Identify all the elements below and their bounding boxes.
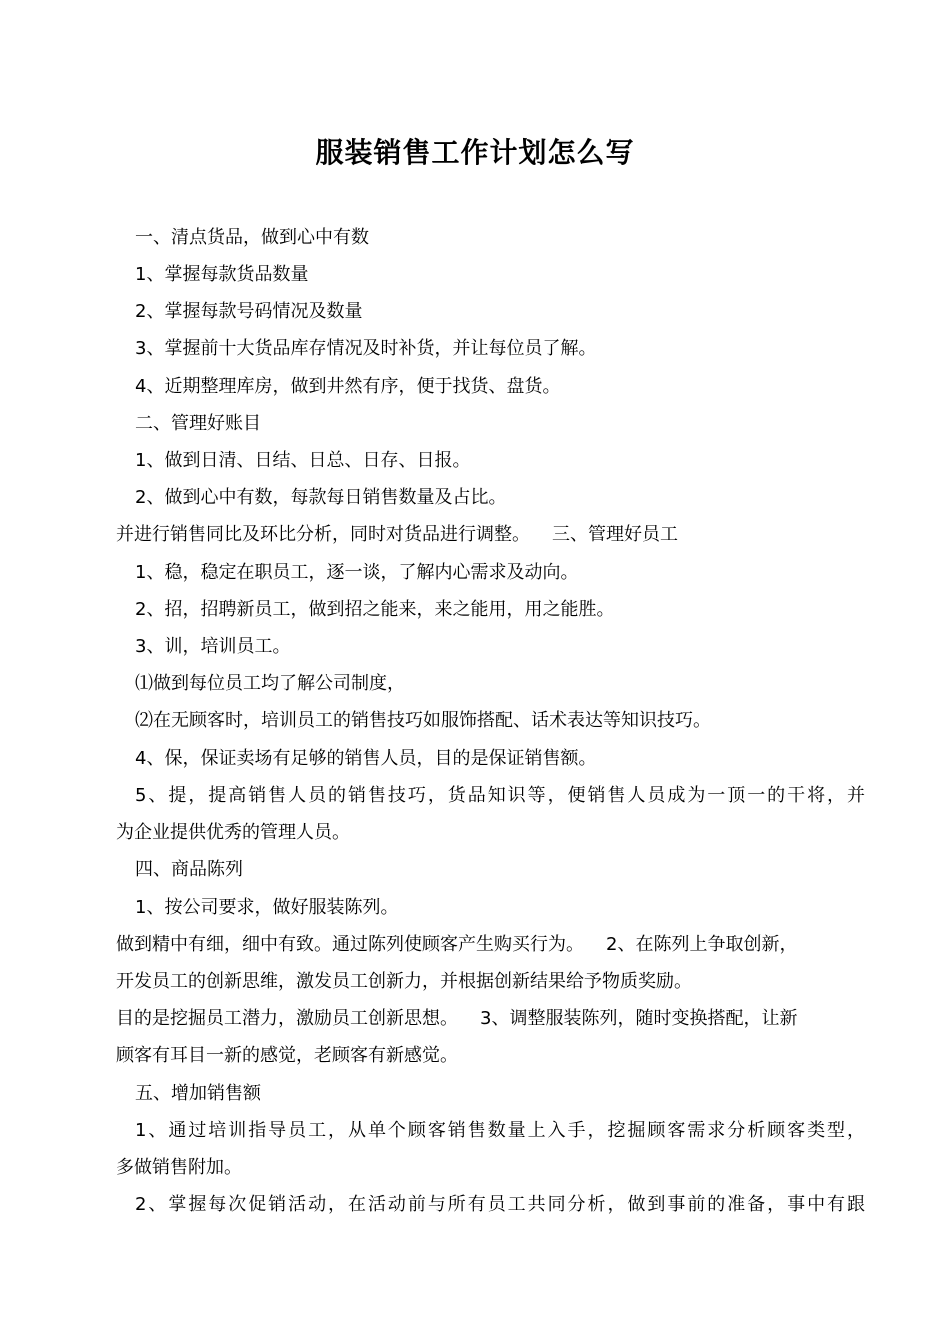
paragraph-line: ⑴做到每位员工均了解公司制度， bbox=[135, 673, 405, 694]
paragraph-line: 5、提，提高销售人员的销售技巧，货品知识等，便销售人员成为一顶一的干将，并 bbox=[135, 785, 865, 806]
paragraph-text: 做到精中有细，细中有致。通过陈列使顾客产生购买行为。 bbox=[116, 934, 584, 955]
paragraph-text: 并进行销售同比及环比分析，同时对货品进行调整。 bbox=[116, 524, 530, 545]
paragraph-line: 1、稳，稳定在职员工，逐一谈，了解内心需求及动向。 bbox=[135, 562, 579, 583]
paragraph-line: 3、训，培训员工。 bbox=[135, 636, 291, 657]
paragraph-text: 目的是挖掘员工潜力，激励员工创新思想。 bbox=[116, 1008, 458, 1029]
paragraph-line: ⑵在无顾客时，培训员工的销售技巧如服饰搭配、话术表达等知识技巧。 bbox=[135, 710, 711, 731]
section-heading-3: 三、管理好员工 bbox=[552, 524, 678, 545]
document-title: 服装销售工作计划怎么写 bbox=[315, 136, 635, 169]
paragraph-line bbox=[116, 1006, 846, 1032]
paragraph-line: 2、做到心中有数，每款每日销售数量及占比。 bbox=[135, 487, 507, 508]
paragraph-line: 1、掌握每款货品数量 bbox=[135, 264, 309, 285]
paragraph-line: 2、招，招聘新员工，做到招之能来，来之能用，用之能胜。 bbox=[135, 599, 615, 620]
paragraph-line: 2、掌握每款号码情况及数量 bbox=[135, 301, 363, 322]
section-heading-5: 五、增加销售额 bbox=[135, 1083, 261, 1104]
paragraph-line: 为企业提供优秀的管理人员。 bbox=[116, 822, 350, 843]
paragraph-line bbox=[116, 522, 846, 548]
paragraph-line bbox=[116, 932, 846, 958]
paragraph-line: 开发员工的创新思维，激发员工创新力，并根据创新结果给予物质奖励。 bbox=[116, 971, 692, 992]
paragraph-line: 3、掌握前十大货品库存情况及时补货，并让每位员了解。 bbox=[135, 338, 597, 359]
paragraph-text: 3、调整服装陈列，随时变换搭配，让新 bbox=[480, 1008, 798, 1029]
paragraph-line: 4、近期整理库房，做到井然有序，便于找货、盘货。 bbox=[135, 376, 561, 397]
paragraph-line: 1、做到日清、日结、日总、日存、日报。 bbox=[135, 450, 471, 471]
paragraph-line: 2、掌握每次促销活动，在活动前与所有员工共同分析，做到事前的准备，事中有跟 bbox=[135, 1194, 865, 1215]
section-heading-1: 一、清点货品，做到心中有数 bbox=[135, 227, 369, 248]
paragraph-line: 顾客有耳目一新的感觉，老顾客有新感觉。 bbox=[116, 1045, 458, 1066]
paragraph-line: 1、通过培训指导员工，从单个顾客销售数量上入手，挖掘顾客需求分析顾客类型， bbox=[135, 1120, 865, 1141]
paragraph-line: 1、按公司要求，做好服装陈列。 bbox=[135, 897, 399, 918]
paragraph-line: 4、保，保证卖场有足够的销售人员，目的是保证销售额。 bbox=[135, 748, 597, 769]
paragraph-text: 2、在陈列上争取创新， bbox=[606, 934, 798, 955]
section-heading-2: 二、管理好账目 bbox=[135, 413, 261, 434]
paragraph-line: 多做销售附加。 bbox=[116, 1157, 242, 1178]
section-heading-4: 四、商品陈列 bbox=[135, 859, 243, 880]
